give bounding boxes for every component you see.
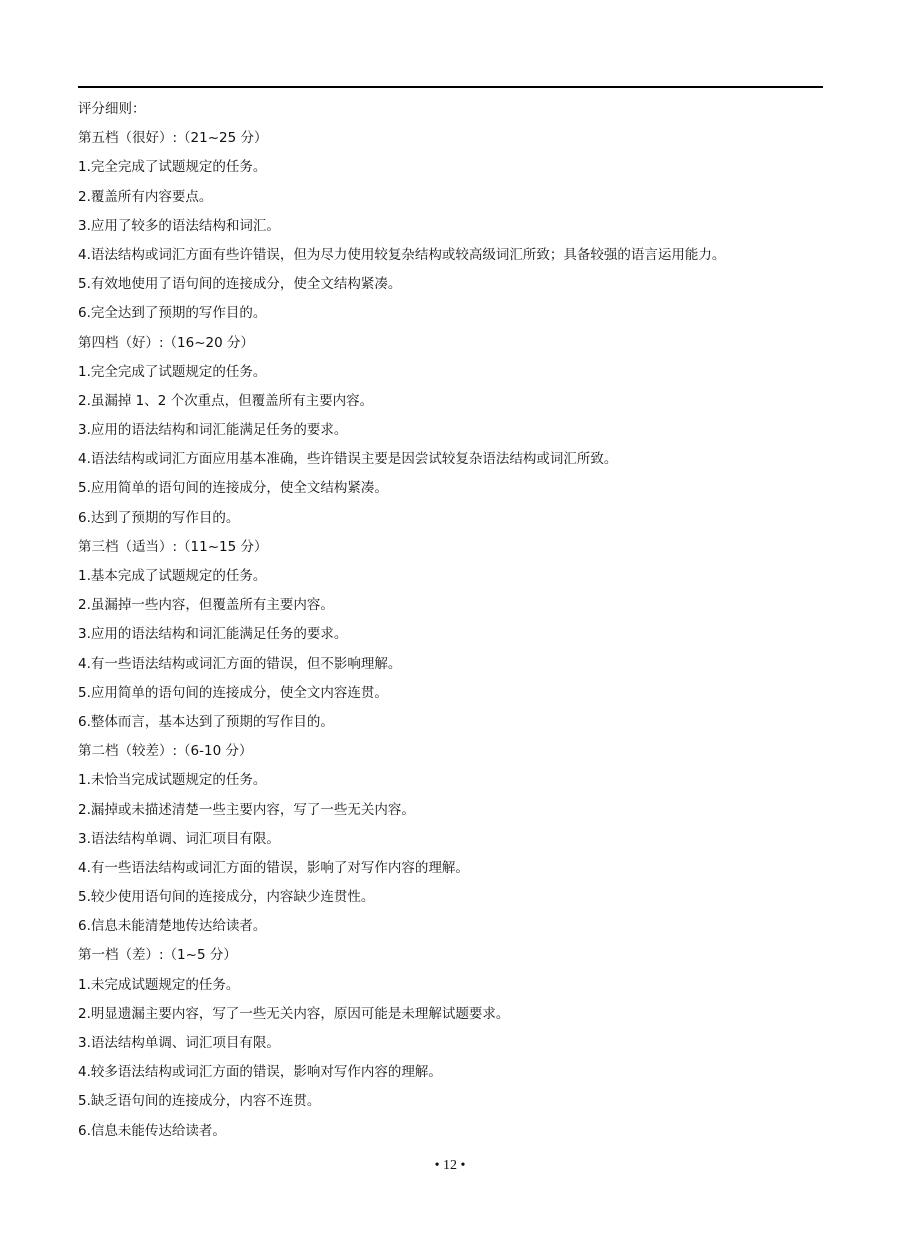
band-3-heading: 第三档（适当）:（11~15 分） [78, 538, 268, 555]
band-1-heading: 第一档（差）:（1~5 分） [78, 947, 237, 964]
rubric-line: 2.明显遗漏主要内容，写了一些无关内容，原因可能是未理解试题要求。 [78, 1005, 510, 1022]
page-number: • 12 • [434, 1158, 466, 1173]
rubric-line: 4.有一些语法结构或词汇方面的错误，影响了对写作内容的理解。 [78, 859, 469, 876]
rubric-line: 2.虽漏掉一些内容，但覆盖所有主要内容。 [78, 597, 334, 614]
rubric-line: 4.语法结构或词汇方面应用基本准确，些许错误主要是因尝试较复杂语法结构或词汇所致。 [78, 451, 618, 468]
rubric-line: 5.应用简单的语句间的连接成分，使全文内容连贯。 [78, 684, 388, 701]
scoring-rubric [78, 95, 838, 1146]
rubric-line: 1.未恰当完成试题规定的任务。 [78, 772, 267, 789]
rubric-line: 3.应用的语法结构和词汇能满足任务的要求。 [78, 422, 348, 439]
rubric-line: 5.较少使用语句间的连接成分，内容缺少连贯性。 [78, 889, 375, 906]
rubric-line: 4.语法结构或词汇方面有些许错误，但为尽力使用较复杂结构或较高级词汇所致；具备较强的语言运用能力。 [78, 246, 726, 263]
rubric-line: 3.应用了较多的语法结构和词汇。 [78, 217, 280, 234]
rubric-line: 2.漏掉或未描述清楚一些主要内容，写了一些无关内容。 [78, 801, 415, 818]
band-2-heading: 第二档（较差）:（6-10 分） [78, 743, 253, 760]
rubric-line: 6.信息未能传达给读者。 [78, 1122, 226, 1139]
rubric-line: 2.虽漏掉 1、2 个次重点，但覆盖所有主要内容。 [78, 392, 374, 409]
rubric-line: 3.语法结构单调、词汇项目有限。 [78, 830, 280, 847]
rubric-line: 1.未完成试题规定的任务。 [78, 976, 240, 993]
top-rule [78, 86, 823, 88]
rubric-line: 6.完全达到了预期的写作目的。 [78, 305, 267, 322]
rubric-line: 6.整体而言，基本达到了预期的写作目的。 [78, 713, 334, 730]
rubric-line: 1.完全完成了试题规定的任务。 [78, 363, 267, 380]
rubric-line: 5.有效地使用了语句间的连接成分，使全文结构紧凑。 [78, 276, 402, 293]
rubric-heading: 评分细则： [78, 101, 146, 117]
rubric-line: 3.语法结构单调、词汇项目有限。 [78, 1035, 280, 1051]
rubric-line: 4.有一些语法结构或词汇方面的错误，但不影响理解。 [78, 655, 402, 672]
rubric-line: 1.完全完成了试题规定的任务。 [78, 159, 267, 176]
band-5-heading: 第五档（很好）:（21~25 分） [78, 130, 268, 147]
rubric-line: 2.覆盖所有内容要点。 [78, 188, 213, 205]
band-4-heading: 第四档（好）:（16~20 分） [78, 334, 255, 351]
rubric-line: 1.基本完成了试题规定的任务。 [78, 568, 267, 584]
rubric-line: 5.缺乏语句间的连接成分，内容不连贯。 [78, 1093, 321, 1110]
rubric-line: 6.信息未能清楚地传达给读者。 [78, 918, 267, 935]
rubric-line: 5.应用简单的语句间的连接成分，使全文结构紧凑。 [78, 480, 388, 497]
rubric-line: 6.达到了预期的写作目的。 [78, 509, 240, 526]
rubric-line: 4.较多语法结构或词汇方面的错误，影响对写作内容的理解。 [78, 1064, 442, 1081]
rubric-line: 3.应用的语法结构和词汇能满足任务的要求。 [78, 626, 348, 643]
